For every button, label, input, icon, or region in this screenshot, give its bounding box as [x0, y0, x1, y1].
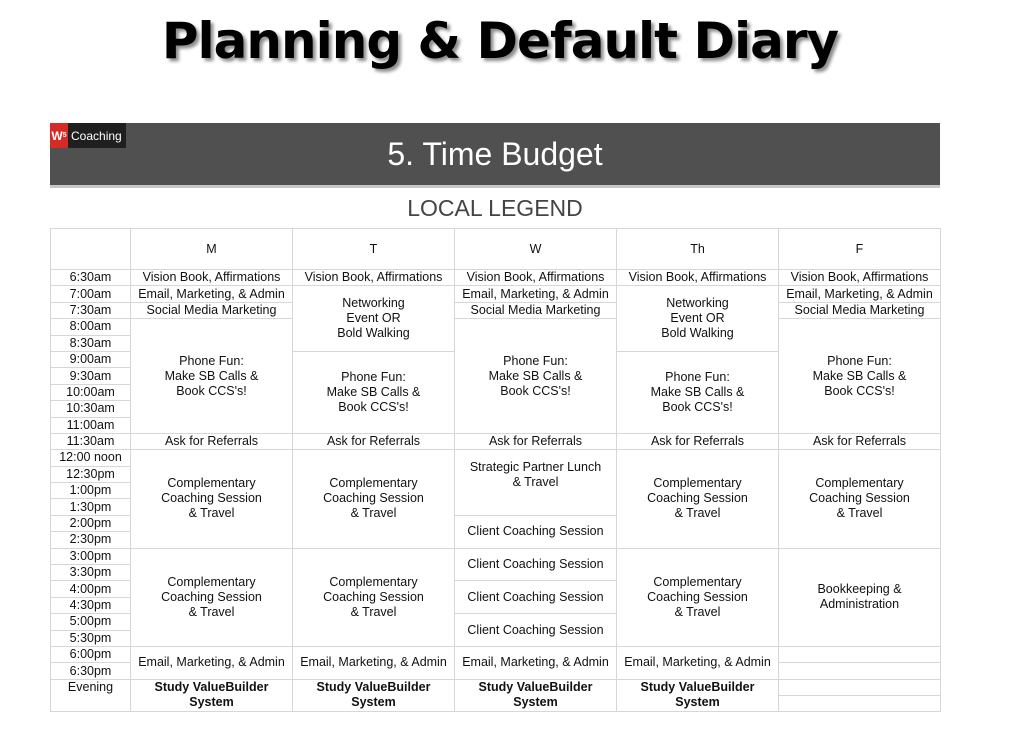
cell-vision: Vision Book, Affirmations	[617, 270, 779, 286]
table-row	[51, 286, 941, 302]
day-header-thu: Th	[617, 229, 779, 270]
time-label: 10:30am	[51, 401, 131, 417]
time-label: 4:00pm	[51, 581, 131, 597]
cell-vision: Vision Book, Affirmations	[293, 270, 455, 286]
time-label: 7:00am	[51, 286, 131, 302]
time-label: 5:30pm	[51, 630, 131, 646]
day-header-tue: T	[293, 229, 455, 270]
day-header-wed: W	[455, 229, 617, 270]
time-label: 3:00pm	[51, 548, 131, 564]
empty-cell	[779, 695, 941, 711]
cell-complementary: Complementary Coaching Session & Travel	[617, 450, 779, 548]
time-label: 7:30am	[51, 302, 131, 318]
cell-referrals: Ask for Referrals	[293, 433, 455, 449]
corner-cell	[51, 229, 131, 270]
cell-phone-fun: Phone Fun: Make SB Calls & Book CCS's!	[293, 351, 455, 433]
cell-study: Study ValueBuilder System	[617, 679, 779, 711]
cell-email-marketing-admin: Email, Marketing, & Admin	[455, 646, 617, 679]
time-label: 1:00pm	[51, 483, 131, 499]
cell-vision: Vision Book, Affirmations	[779, 270, 941, 286]
cell-social-media: Social Media Marketing	[779, 302, 941, 318]
time-label: 8:00am	[51, 319, 131, 335]
table-row	[51, 270, 941, 286]
cell-email-marketing-admin: Email, Marketing, & Admin	[617, 646, 779, 679]
time-label: 12:00 noon	[51, 450, 131, 466]
time-label: 12:30pm	[51, 466, 131, 482]
cell-vision: Vision Book, Affirmations	[131, 270, 293, 286]
cell-study: Study ValueBuilder System	[293, 679, 455, 711]
empty-cell	[779, 679, 941, 695]
cell-email-marketing-admin: Email, Marketing, & Admin	[131, 646, 293, 679]
cell-referrals: Ask for Referrals	[617, 433, 779, 449]
table-row	[51, 548, 941, 564]
table-row	[51, 679, 941, 695]
logo-text: Coaching	[68, 123, 126, 148]
cell-networking: Networking Event OR Bold Walking	[617, 286, 779, 352]
section-title: 5. Time Budget	[387, 135, 603, 172]
time-label: 4:30pm	[51, 597, 131, 613]
time-label: 9:00am	[51, 351, 131, 367]
cell-strategic-lunch: Strategic Partner Lunch & Travel	[455, 450, 617, 516]
table-row	[51, 646, 941, 662]
cell-phone-fun: Phone Fun: Make SB Calls & Book CCS's!	[455, 319, 617, 434]
time-label: 5:00pm	[51, 614, 131, 630]
cell-study: Study ValueBuilder System	[455, 679, 617, 711]
cell-networking: Networking Event OR Bold Walking	[293, 286, 455, 352]
time-label: 9:30am	[51, 368, 131, 384]
page-title: Planning & Default Diary	[161, 12, 839, 70]
time-label: 6:30pm	[51, 663, 131, 679]
cell-phone-fun: Phone Fun: Make SB Calls & Book CCS's!	[617, 351, 779, 433]
cell-phone-fun: Phone Fun: Make SB Calls & Book CCS's!	[779, 319, 941, 434]
cell-complementary: Complementary Coaching Session & Travel	[131, 548, 293, 646]
logo-mark: W 5	[50, 123, 68, 148]
cell-social-media: Social Media Marketing	[131, 302, 293, 318]
cell-phone-fun: Phone Fun: Make SB Calls & Book CCS's!	[131, 319, 293, 434]
cell-email-marketing-admin: Email, Marketing, & Admin	[293, 646, 455, 679]
cell-referrals: Ask for Referrals	[131, 433, 293, 449]
time-label: 10:00am	[51, 384, 131, 400]
cell-client-coaching: Client Coaching Session	[455, 581, 617, 614]
cell-vision: Vision Book, Affirmations	[455, 270, 617, 286]
legend-heading: LOCAL LEGEND	[407, 195, 583, 221]
table-row	[51, 319, 941, 335]
cell-client-coaching: Client Coaching Session	[455, 515, 617, 548]
cell-client-coaching: Client Coaching Session	[455, 548, 617, 581]
time-label: 11:00am	[51, 417, 131, 433]
day-header-mon: M	[131, 229, 293, 270]
time-label-evening: Evening	[51, 679, 131, 711]
table-row	[51, 450, 941, 466]
cell-referrals: Ask for Referrals	[779, 433, 941, 449]
cell-complementary: Complementary Coaching Session & Travel	[617, 548, 779, 646]
header-row	[51, 229, 941, 270]
time-label: 1:30pm	[51, 499, 131, 515]
cell-complementary: Complementary Coaching Session & Travel	[293, 548, 455, 646]
cell-study: Study ValueBuilder System	[131, 679, 293, 711]
table-row	[51, 302, 941, 318]
time-budget-table	[50, 228, 941, 712]
day-header-fri: F	[779, 229, 941, 270]
time-label: 2:30pm	[51, 532, 131, 548]
cell-bookkeeping: Bookkeeping & Administration	[779, 548, 941, 646]
time-label: 2:00pm	[51, 515, 131, 531]
time-label: 8:30am	[51, 335, 131, 351]
cell-email-marketing-admin: Email, Marketing, & Admin	[455, 286, 617, 302]
time-label: 6:00pm	[51, 646, 131, 662]
time-label: 11:30am	[51, 433, 131, 449]
table-row	[51, 433, 941, 449]
cell-social-media: Social Media Marketing	[455, 302, 617, 318]
time-label: 6:30am	[51, 270, 131, 286]
cell-email-marketing-admin: Email, Marketing, & Admin	[131, 286, 293, 302]
cell-complementary: Complementary Coaching Session & Travel	[779, 450, 941, 548]
time-label: 3:30pm	[51, 565, 131, 581]
cell-complementary: Complementary Coaching Session & Travel	[293, 450, 455, 548]
empty-cell	[779, 663, 941, 679]
header-banner	[50, 123, 940, 188]
cell-referrals: Ask for Referrals	[455, 433, 617, 449]
cell-client-coaching: Client Coaching Session	[455, 614, 617, 647]
cell-complementary: Complementary Coaching Session & Travel	[131, 450, 293, 548]
empty-cell	[779, 646, 941, 662]
cell-email-marketing-admin: Email, Marketing, & Admin	[779, 286, 941, 302]
